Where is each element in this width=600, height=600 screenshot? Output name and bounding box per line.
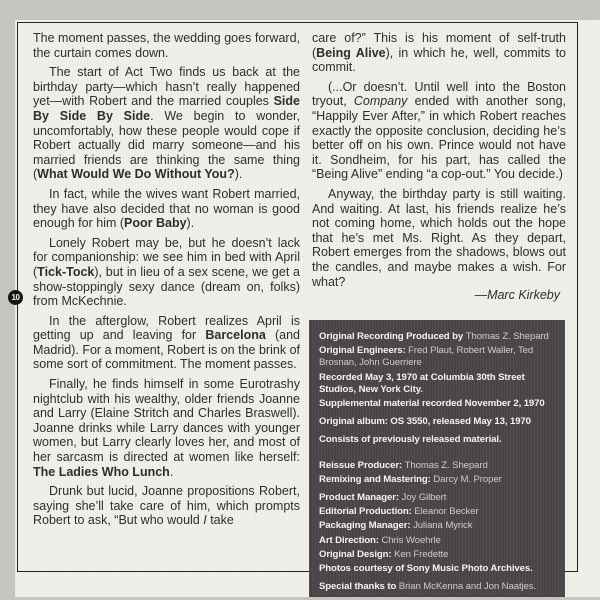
text-segment: Drunk but lucid, Joanne propositions Robert, saying she’ll take care of him, which prompts Robert to ask, “But who would <box>33 484 300 528</box>
credits-box <box>309 320 565 597</box>
text-segment: Eleanor Becker <box>414 506 479 518</box>
credit-entry <box>319 492 559 504</box>
text-segment: ), in which he, well, commits to commit. <box>312 45 567 75</box>
page-number-badge: 10 <box>8 290 23 305</box>
paragraph <box>33 65 300 182</box>
text-segment: Finally, he finds himself in some Eurotrashy nightclub with his wealthy, older friends Joanne and Larry (Elaine Stritch and Charles Braswell). Joanne drinks while Larry dances with younger women, but Larry clearly loves her, and most of her sarcasm is directed at women like herself: <box>33 377 300 465</box>
text-segment: Remixing and Mastering: <box>319 473 434 485</box>
right-text-column <box>312 31 566 308</box>
text-segment: ). <box>186 216 195 231</box>
text-segment: Brian McKenna and Jon Naatjes. <box>398 581 537 593</box>
text-segment: Original Recording Produced by <box>319 331 466 342</box>
text-segment: Tick-Tock <box>37 264 95 279</box>
text-segment: take <box>206 513 234 528</box>
text-segment: Joy Gilbert <box>401 492 447 504</box>
paragraph <box>33 187 300 231</box>
credit-entry <box>319 581 559 593</box>
credit-entry <box>319 331 559 343</box>
text-segment: Poor Baby <box>124 216 187 231</box>
text-segment: In the afterglow, Robert realizes April is getting up and leaving for <box>33 313 300 343</box>
text-segment: Chris Woehrle <box>381 534 441 546</box>
paragraph <box>33 236 300 309</box>
text-segment: Product Manager: <box>319 492 402 504</box>
text-segment: Side By Side By Side <box>33 94 300 123</box>
text-segment: The Ladies Who Lunch <box>33 464 170 479</box>
text-segment: Original Engineers: <box>319 345 409 357</box>
text-segment: (...Or doesn’t. Until well into the Boston tryout, <box>312 79 566 109</box>
credit-entry <box>319 563 559 575</box>
credit-entry <box>319 535 559 547</box>
text-segment: Company <box>353 94 408 109</box>
text-segment: —Marc Kirkeby <box>474 288 560 303</box>
text-segment: ended with another song, “Happily Ever After,” in which Robert reaches exactly the opposite conclusion, deciding he’s better off on his own. Prince would not have it. Sondheim, for his part, has called the “Being Alive” ending “a cop-out.” You decide.) <box>312 94 566 182</box>
text-segment: . <box>169 464 174 479</box>
text-segment: Packaging Manager: <box>319 520 414 532</box>
credit-entry <box>319 506 559 518</box>
text-segment: (and Madrid). For a moment, Robert is on the brink of some sort of commitment. The moment passes. <box>33 328 300 372</box>
text-segment: . We begin to wonder, uncomfortably, how these people would cope if Robert actually did marry someone—and his married friends are thinking the same thing ( <box>33 108 300 182</box>
text-segment: Thomas Z. Shepard <box>465 331 549 342</box>
paragraph <box>33 377 300 479</box>
text-segment: The start of Act Two finds us back at the birthday party—which hasn’t really happened yet—with Robert and the married couples <box>33 65 300 109</box>
left-text-column <box>33 31 300 533</box>
text-segment: Anyway, the birthday party is still waiting. And waiting. At last, his friends realize he’s not coming home, which holds out the hope that he’s met Ms. Right. As they depart, Robert emerges from the shadows, blows out the candles, and maybe makes a wish. For what? <box>312 186 566 289</box>
paragraph <box>33 31 300 60</box>
text-segment: ). <box>234 167 243 182</box>
paragraph <box>312 187 566 289</box>
paragraph <box>33 314 300 372</box>
credit-entry <box>319 434 559 446</box>
paragraph <box>312 288 566 303</box>
text-segment: Special thanks to <box>319 581 399 593</box>
credit-entry <box>319 345 559 369</box>
text-segment: In fact, while the wives want Robert married, they have also decided that no woman is good enough for him ( <box>33 186 300 231</box>
text-segment: care of?” This is his moment of self-truth ( <box>312 31 566 60</box>
text-segment: What Would We Do Without You? <box>37 167 235 182</box>
credit-entry <box>319 520 559 532</box>
text-segment: Art Direction: <box>319 534 382 546</box>
text-segment: Lonely Robert may be, but he doesn’t lack for companionship: we see him in bed with April ( <box>33 235 300 279</box>
text-segment: Consists of previously released material. <box>319 434 502 446</box>
text-segment: I <box>203 513 207 528</box>
text-segment: Juliana Myrick <box>413 520 473 532</box>
text-segment: Recorded May 3, 1970 at Columbia 30th Street Studios, New York City. <box>319 371 525 395</box>
text-segment: Being Alive <box>316 45 386 60</box>
text-segment: Darcy M. Proper <box>433 473 502 485</box>
text-segment: Editorial Production: <box>319 506 415 518</box>
credit-entry <box>319 416 559 428</box>
credit-entry <box>319 460 559 472</box>
text-segment: ), but in lieu of a sex scene, we get a show-stoppingly sexy dance (dream on, folks) from McKechnie. <box>33 264 300 309</box>
credit-entry <box>319 549 559 561</box>
credit-entry <box>319 474 559 486</box>
credit-entry <box>319 372 559 396</box>
text-segment: Reissue Producer: <box>319 459 405 471</box>
text-segment: Ken Fredette <box>394 548 449 560</box>
text-segment: Original album: OS 3550, released May 13, 1970 <box>319 416 531 428</box>
text-segment: Original Design: <box>319 548 395 560</box>
text-segment: Supplemental material recorded November 2, 1970 <box>319 398 545 410</box>
text-segment: Thomas Z. Shepard <box>404 459 488 471</box>
paragraph <box>312 80 566 182</box>
credit-entry <box>319 398 559 410</box>
paragraph <box>33 484 300 528</box>
text-segment: The moment passes, the wedding goes forward, the curtain comes down. <box>33 31 300 60</box>
text-segment: Fred Plaut, Robert Waller, Ted Brosnan, John Guerriere <box>319 345 534 369</box>
paragraph <box>312 31 566 75</box>
text-segment: Barcelona <box>205 328 266 343</box>
text-segment: Photos courtesy of Sony Music Photo Archives. <box>319 563 533 575</box>
